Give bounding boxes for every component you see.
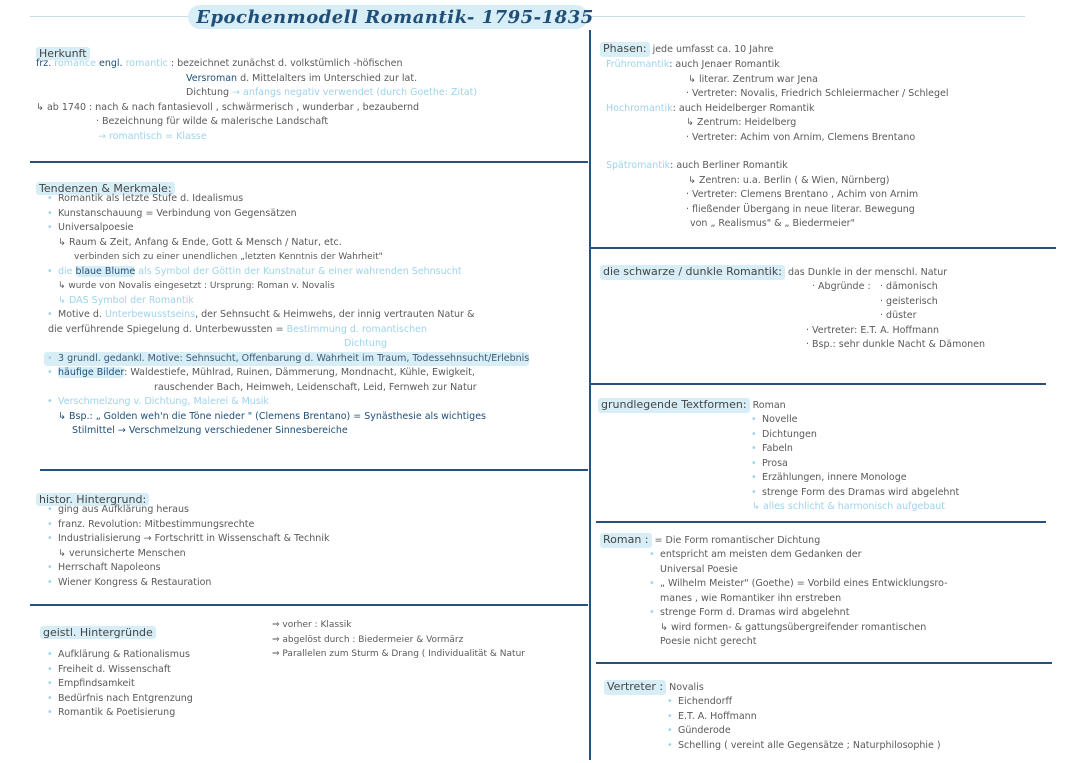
textformen-end: ↳ alles schlicht & harmonisch aufgebaut [752,501,945,512]
tendenzen-sub: ↳ DAS Symbol der Romantik [58,294,194,306]
roman-heading: Roman : [600,533,652,548]
tendenzen-item-blaue-blume [44,265,529,280]
phase-hoch-zentrum: ↳ Zentrum: Heidelberg [686,117,797,128]
tendenzen-unterbewusst: Unterbewusstseins [104,309,196,320]
tendenzen-sub [44,323,529,338]
phase-spaet-zentren: ↳ Zentren: u.a. Berlin ( & Wien, Nürnberg) [688,174,890,186]
tendenzen-item-bilder [44,366,529,381]
textform-item: • Novelle [748,413,959,428]
tendenzen-sub: rauschender Bach, Heimweh, Leidenschaft, Leid, Fernweh zur Natur [154,381,477,393]
histor-item: • franz. Revolution: Mitbestimmungsrechte [44,518,329,533]
divider-tendenzen [40,469,588,471]
geistig-heading: geistl. Hintergründe [40,626,156,639]
herkunft-line-3 [36,86,477,101]
histor-list [44,503,329,590]
geistig-relations [272,618,525,662]
textformen-section [598,398,786,414]
geistig-parallelen: ⇒ Parallelen zum Sturm & Drang ( Individualität & Natur [272,649,525,659]
vertreter-item: • Eichendorff [664,695,941,710]
herkunft-mittelalter: d. Mittelalters im Unterschied zur lat. [240,72,418,84]
tendenzen-list [44,192,529,439]
phasen-spacer [606,145,949,159]
roman-section [600,533,820,549]
tendenzen-sub: ↳ Bsp.: „ Golden weh'n die Töne nieder " (Clemens Brentano) = Synästhesie als wichtiges [58,410,487,422]
histor-heading: histor. Hintergrund: [36,493,149,506]
tendenzen-haeufige-bilder: häufige Bilder [58,367,125,378]
herkunft-frz: frz. [36,58,52,69]
vertreter-item: • E.T. A. Hoffmann [664,710,941,725]
phase-spaet-alias: : auch Berliner Romantik [670,160,788,171]
tendenzen-item: • Kunstanschauung = Verbindung von Gegensätzen [44,207,529,222]
textformen-heading: grundlegende Textformen: [598,398,750,413]
tendenzen-symbol: als Symbol der Göttin der Kunstnatur & einer wahrenden Sehnsucht [138,265,462,277]
histor-item: • Herrschaft Napoleons [44,561,329,576]
geistig-item: • Freiheit d. Wissenschaft [44,663,193,678]
herkunft-line-4: ↳ ab 1740 : nach & nach fantasievoll , schwärmerisch , wunderbar , bezaubernd [36,101,420,113]
schwarze-vertreter: · Vertreter: E.T. A. Hoffmann [806,324,940,336]
vertreter-list [664,695,941,753]
schwarze-beispiel: · Bsp.: sehr dunkle Nacht & Dämonen [806,339,986,350]
histor-sub: ↳ verunsicherte Menschen [58,547,186,559]
phase-spaet [606,159,949,174]
divider-roman [596,662,1052,664]
herkunft-text [36,57,477,144]
phase-frueh [606,58,949,73]
roman-sub: Universal Poesie [660,563,738,575]
tendenzen-bestimmung: Bestimmung d. romantischen [286,323,427,335]
phase-spaet-label: Spätromantik [606,160,671,171]
vertreter-section [604,680,704,696]
schwarze-heading: die schwarze / dunkle Romantik: [600,265,785,280]
tendenzen-sub: Dichtung [344,338,387,349]
divider-phasen [590,247,1056,249]
phase-hoch [606,102,949,117]
tendenzen-item: • Verschmelzung v. Dichtung, Malerei & Musik [44,395,529,410]
histor-item: • ging aus Aufklärung heraus [44,503,329,518]
herkunft-romance: romance [54,58,96,69]
schwarze-item: · geisterisch [880,295,938,307]
vertreter-item: • Günderode [664,724,941,739]
tendenzen-item-motive [44,308,529,323]
tendenzen-die: die [58,265,73,277]
herkunft-line-6: → romantisch = Klasse [98,130,207,142]
herkunft-def: : bezeichnet zunächst d. volkstümlich -höfischen [170,58,403,69]
phase-hoch-alias: : auch Heidelberger Romantik [672,102,815,114]
roman-sub: Poesie nicht gerecht [660,636,757,647]
schwarze-details [806,280,986,353]
geistig-list [44,648,193,721]
tendenzen-item: • Romantik als letzte Stufe d. Idealismus [44,192,529,207]
phase-frueh-alias: : auch Jenaer Romantik [669,59,780,70]
textform-item: • Dichtungen [748,428,959,443]
geistig-vorher: ⇒ vorher : Klassik [272,620,352,630]
tendenzen-heading: Tendenzen & Merkmale: [36,182,175,195]
divider-histor [30,604,588,606]
geistig-item: • Aufklärung & Rationalismus [44,648,193,663]
tendenzen-sub: ↳ wurde von Novalis eingesetzt : Ursprung: Roman v. Novalis [58,281,335,291]
textform-item: • Erzählungen, innere Monologe [748,471,959,486]
title-rule-left [30,16,188,17]
phasen-list [606,58,949,232]
tendenzen-sub: Stilmittel → Verschmelzung verschiedener Sinnesbereiche [72,425,348,436]
schwarze-item: · düster [880,310,917,321]
phase-hoch-label: Hochromantik [606,102,673,114]
herkunft-line-2 [36,72,477,87]
vertreter-item: Novalis [669,682,704,693]
tendenzen-spiegelung: die verführende Spiegelung d. Unterbewussten = [48,323,284,335]
phasen-heading: Phasen: [600,42,650,57]
phase-hoch-vertreter: · Vertreter: Achim von Arnim, Clemens Brentano [686,131,916,143]
tendenzen-motive: Motive d. [58,309,102,320]
roman-sub: manes , wie Romantiker ihn erstreben [660,592,842,604]
herkunft-line-1 [36,57,477,72]
textform-item: • strenge Form des Dramas wird abgelehnt [748,486,959,501]
herkunft-romantic: romantic [125,58,168,69]
herkunft-engl: engl. [99,58,123,69]
schwarze-abgruende: · Abgründe : [812,281,871,292]
roman-item: • „ Wilhelm Meister" (Goethe) = Vorbild eines Entwicklungsro- [646,577,948,592]
phase-frueh-label: Frühromantik [606,59,670,70]
tendenzen-blaue-blume: blaue Blume [75,265,136,277]
phase-frueh-zentrum: ↳ literar. Zentrum war Jena [688,73,818,85]
geistig-abgeloest: ⇒ abgelöst durch : Biedermeier & Vormärz [272,634,464,645]
schwarze-item: · dämonisch [880,281,938,292]
roman-list [646,548,948,650]
title-rule-right [590,16,1025,17]
phase-spaet-vertreter: · Vertreter: Clemens Brentano , Achim von Arnim [686,189,919,200]
phase-spaet-uebergang: · fließender Übergang in neue literar. Bewegung [686,203,915,215]
tendenzen-sehnsucht: , der Sehnsucht & Heimwehs, der innig vertrauten Natur & [195,309,475,320]
herkunft-line-5: · Bezeichnung für wilde & malerische Landschaft [96,116,329,127]
phasen-intro: jede umfasst ca. 10 Jahre [652,44,774,55]
roman-item: • entspricht am meisten dem Gedanken der [646,548,948,563]
tendenzen-sub: ↳ Raum & Zeit, Anfang & Ende, Gott & Mensch / Natur, etc. [58,236,342,248]
geistig-item: • Empfindsamkeit [44,677,193,692]
textform-item: • Fabeln [748,442,959,457]
herkunft-dichtung: Dichtung [186,87,229,98]
geistig-section [40,621,156,640]
column-divider [589,30,591,760]
schwarze-section [600,265,947,281]
roman-sub: ↳ wird formen- & gattungsübergreifender romantischen [660,621,927,633]
roman-item: • strenge Form d. Dramas wird abgelehnt [646,606,948,621]
roman-def: = Die Form romantischer Dichtung [654,535,821,546]
phase-spaet-realismus: von „ Realismus" & „ Biedermeier" [690,218,855,229]
divider-schwarze [590,383,1046,385]
divider-herkunft [30,161,588,163]
textform-roman: Roman [752,400,786,411]
tendenzen-item-grundmotive: • 3 grundl. gedankl. Motive: Sehnsucht, Offenbarung d. Wahrheit im Traum, Todessehnsucht/Erlebnis [44,352,529,367]
textformen-list [748,413,959,515]
textform-item: • Prosa [748,457,959,472]
phasen-section [600,42,773,58]
tendenzen-bilder-list: : Waldestiefe, Mühlrad, Ruinen, Dämmerung, Mondnacht, Kühle, Ewigkeit, [124,367,475,378]
geistig-item: • Romantik & Poetisierung [44,706,193,721]
herkunft-versroman: Versroman [186,72,238,84]
herkunft-negativ: → anfangs negativ verwendet (durch Goethe: Zitat) [232,87,478,98]
herkunft-heading: Herkunft [36,47,90,60]
histor-item: • Industrialisierung → Fortschritt in Wissenschaft & Technik [44,532,329,547]
divider-textformen [596,521,1046,523]
geistig-item: • Bedürfnis nach Entgrenzung [44,692,193,707]
vertreter-heading: Vertreter : [604,680,666,695]
tendenzen-sub: verbinden sich zu einer unendlichen „letzten Kenntnis der Wahrheit" [74,252,383,262]
phase-frueh-vertreter: · Vertreter: Novalis, Friedrich Schleiermacher / Schlegel [686,88,949,99]
page-title: Epochenmodell Romantik- 1795-1835 [196,7,594,28]
tendenzen-item: • Universalpoesie [44,221,529,236]
vertreter-item: • Schelling ( vereint alle Gegensätze ; Naturphilosophie ) [664,739,941,754]
histor-item: • Wiener Kongress & Restauration [44,576,329,591]
schwarze-def: das Dunkle in der menschl. Natur [787,267,948,278]
